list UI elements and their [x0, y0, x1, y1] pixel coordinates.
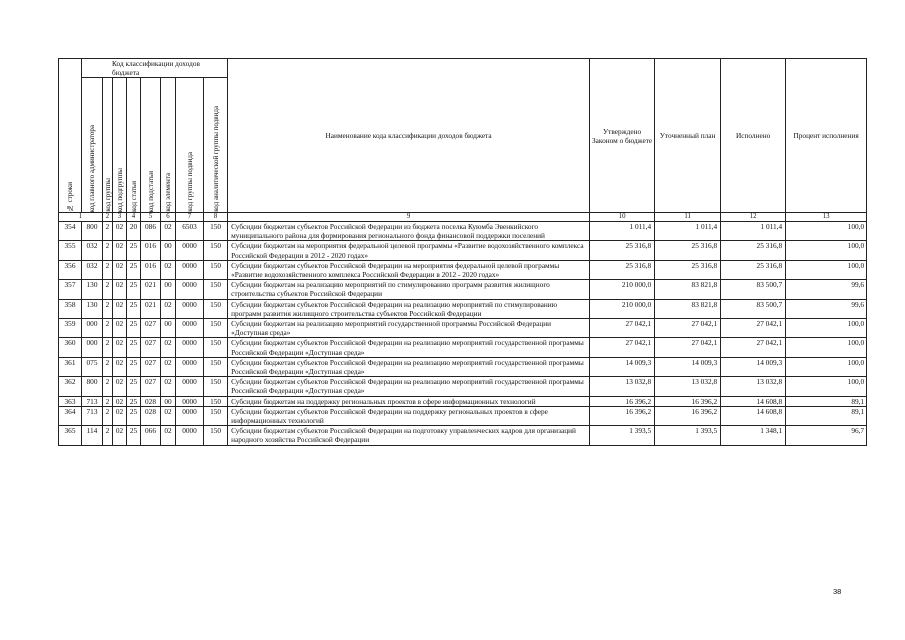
element-code: 02 — [161, 338, 176, 357]
analytic-group-code: 150 — [204, 222, 228, 241]
subtype-group-code: 0000 — [176, 260, 204, 279]
admin-code: 713 — [82, 396, 103, 406]
article-code: 25 — [127, 406, 141, 425]
executed-amount: 27 042,1 — [721, 338, 786, 357]
admin-code: 713 — [82, 406, 103, 425]
element-code: 02 — [161, 426, 176, 445]
column-number: 1 — [59, 213, 103, 222]
subarticle-code: 086 — [141, 222, 161, 241]
header-executed: Исполнено — [721, 59, 786, 213]
header-approved: Утверждено Законом о бюджете — [590, 59, 655, 213]
group-code: 2 — [103, 299, 113, 318]
element-code: 02 — [161, 222, 176, 241]
revenue-name: Субсидии бюджетам на поддержку региональных проектов в сфере информационных технологий — [228, 396, 590, 406]
analytic-group-code: 150 — [204, 260, 228, 279]
column-number: 8 — [204, 213, 228, 222]
percent-executed: 89,1 — [786, 396, 867, 406]
subarticle-code: 066 — [141, 426, 161, 445]
executed-amount: 14 009,3 — [721, 357, 786, 376]
header-subarticle: код подстатьи — [141, 78, 161, 213]
revenue-name: Субсидии бюджетам субъектов Российской Федерации на реализацию мероприятий государственной программы Российской Федерации «Доступная среда» — [228, 357, 590, 376]
revenue-name: Субсидии бюджетам на мероприятия федеральной целевой программы «Развитие водохозяйственного комплекса Российской Федерации в 2012 - 2020 годах» — [228, 241, 590, 260]
header-name: Наименование кода классификации доходов бюджета — [228, 59, 590, 213]
percent-executed: 100,0 — [786, 260, 867, 279]
subarticle-code: 021 — [141, 280, 161, 299]
column-number: 7 — [176, 213, 204, 222]
group-code: 2 — [103, 396, 113, 406]
row-number: 363 — [59, 396, 82, 406]
row-number: 355 — [59, 241, 82, 260]
table-row — [59, 299, 867, 318]
group-code: 2 — [103, 426, 113, 445]
row-number: 364 — [59, 406, 82, 425]
executed-amount: 25 316,8 — [721, 260, 786, 279]
revenue-name: Субсидии бюджетам субъектов Российской Федерации на реализацию мероприятий государственной программы Российской Федерации «Доступная среда» — [228, 338, 590, 357]
article-code: 25 — [127, 377, 141, 396]
element-code: 00 — [161, 319, 176, 338]
executed-amount: 83 500,7 — [721, 299, 786, 318]
percent-executed: 100,0 — [786, 357, 867, 376]
approved-amount: 210 000,0 — [590, 280, 655, 299]
approved-amount: 14 009,3 — [590, 357, 655, 376]
planned-amount: 1 393,5 — [655, 426, 721, 445]
executed-amount: 14 608,8 — [721, 406, 786, 425]
table-row — [59, 357, 867, 376]
analytic-group-code: 150 — [204, 319, 228, 338]
column-number: 2 — [103, 213, 113, 222]
planned-amount: 25 316,8 — [655, 241, 721, 260]
executed-amount: 14 608,8 — [721, 396, 786, 406]
admin-code: 075 — [82, 357, 103, 376]
element-code: 02 — [161, 406, 176, 425]
header-code-group: Код классификации доходов бюджета — [82, 59, 228, 78]
approved-amount: 1 011,4 — [590, 222, 655, 241]
subgroup-code: 02 — [113, 377, 127, 396]
header-group: код группы — [103, 78, 113, 213]
subgroup-code: 02 — [113, 338, 127, 357]
planned-amount: 25 316,8 — [655, 260, 721, 279]
subarticle-code: 027 — [141, 338, 161, 357]
article-code: 25 — [127, 260, 141, 279]
approved-amount: 25 316,8 — [590, 260, 655, 279]
subarticle-code: 028 — [141, 406, 161, 425]
executed-amount: 25 316,8 — [721, 241, 786, 260]
group-code: 2 — [103, 260, 113, 279]
admin-code: 000 — [82, 338, 103, 357]
percent-executed: 100,0 — [786, 377, 867, 396]
group-code: 2 — [103, 222, 113, 241]
approved-amount: 27 042,1 — [590, 319, 655, 338]
element-code: 00 — [161, 396, 176, 406]
percent-executed: 89,1 — [786, 406, 867, 425]
column-number: 5 — [141, 213, 161, 222]
subtype-group-code: 0000 — [176, 280, 204, 299]
table-row — [59, 396, 867, 406]
admin-code: 800 — [82, 222, 103, 241]
article-code: 25 — [127, 280, 141, 299]
revenue-name: Субсидии бюджетам субъектов Российской Федерации на поддержку региональных проектов в сфере информационных технологий — [228, 406, 590, 425]
subgroup-code: 02 — [113, 280, 127, 299]
article-code: 25 — [127, 319, 141, 338]
planned-amount: 27 042,1 — [655, 338, 721, 357]
subgroup-code: 02 — [113, 396, 127, 406]
column-number: 9 — [228, 213, 590, 222]
subtype-group-code: 0000 — [176, 396, 204, 406]
percent-executed: 100,0 — [786, 338, 867, 357]
table-row — [59, 241, 867, 260]
article-code: 25 — [127, 426, 141, 445]
table-row — [59, 260, 867, 279]
approved-amount: 16 396,2 — [590, 396, 655, 406]
executed-amount: 1 011,4 — [721, 222, 786, 241]
row-number: 356 — [59, 260, 82, 279]
subgroup-code: 02 — [113, 299, 127, 318]
group-code: 2 — [103, 319, 113, 338]
table-row — [59, 319, 867, 338]
group-code: 2 — [103, 377, 113, 396]
article-code: 25 — [127, 338, 141, 357]
analytic-group-code: 150 — [204, 357, 228, 376]
group-code: 2 — [103, 338, 113, 357]
column-number: 11 — [655, 213, 721, 222]
analytic-group-code: 150 — [204, 406, 228, 425]
element-code: 00 — [161, 241, 176, 260]
column-number: 13 — [786, 213, 867, 222]
subarticle-code: 027 — [141, 357, 161, 376]
element-code: 00 — [161, 280, 176, 299]
planned-amount: 1 011,4 — [655, 222, 721, 241]
approved-amount: 210 000,0 — [590, 299, 655, 318]
subarticle-code: 016 — [141, 260, 161, 279]
subgroup-code: 02 — [113, 406, 127, 425]
article-code: 25 — [127, 241, 141, 260]
page-number: 38 — [833, 587, 842, 596]
subgroup-code: 02 — [113, 319, 127, 338]
row-number: 357 — [59, 280, 82, 299]
executed-amount: 27 042,1 — [721, 319, 786, 338]
column-number: 6 — [161, 213, 176, 222]
header-element: код элемента — [161, 78, 176, 213]
approved-amount: 27 042,1 — [590, 338, 655, 357]
element-code: 02 — [161, 260, 176, 279]
approved-amount: 1 393,5 — [590, 426, 655, 445]
header-row-no: № строки — [59, 59, 82, 213]
subgroup-code: 02 — [113, 222, 127, 241]
group-code: 2 — [103, 241, 113, 260]
row-number: 362 — [59, 377, 82, 396]
row-number: 360 — [59, 338, 82, 357]
subgroup-code: 02 — [113, 260, 127, 279]
subtype-group-code: 0000 — [176, 319, 204, 338]
revenue-name: Субсидии бюджетам на реализацию мероприятий государственной программы Российской Федерации «Доступная среда» — [228, 319, 590, 338]
approved-amount: 13 032,8 — [590, 377, 655, 396]
planned-amount: 83 821,8 — [655, 280, 721, 299]
article-code: 20 — [127, 222, 141, 241]
analytic-group-code: 150 — [204, 396, 228, 406]
approved-amount: 16 396,2 — [590, 406, 655, 425]
table-row — [59, 280, 867, 299]
subtype-group-code: 0000 — [176, 357, 204, 376]
row-number: 354 — [59, 222, 82, 241]
percent-executed: 100,0 — [786, 319, 867, 338]
row-number: 361 — [59, 357, 82, 376]
admin-code: 130 — [82, 280, 103, 299]
percent-executed: 99,6 — [786, 280, 867, 299]
subtype-group-code: 0000 — [176, 426, 204, 445]
planned-amount: 13 032,8 — [655, 377, 721, 396]
planned-amount: 83 821,8 — [655, 299, 721, 318]
revenue-name: Субсидии бюджетам субъектов Российской Федерации на подготовку управленческих кадров для организаций народного хозяйства Российской Федерации — [228, 426, 590, 445]
table-row — [59, 377, 867, 396]
subtype-group-code: 0000 — [176, 377, 204, 396]
analytic-group-code: 150 — [204, 241, 228, 260]
group-code: 2 — [103, 406, 113, 425]
header-admin: код главного администратора — [82, 78, 103, 213]
header-percent: Процент исполнения — [786, 59, 867, 213]
subtype-group-code: 0000 — [176, 241, 204, 260]
planned-amount: 16 396,2 — [655, 406, 721, 425]
admin-code: 032 — [82, 260, 103, 279]
executed-amount: 1 348,1 — [721, 426, 786, 445]
admin-code: 000 — [82, 319, 103, 338]
admin-code: 032 — [82, 241, 103, 260]
subtype-group-code: 6503 — [176, 222, 204, 241]
executed-amount: 13 032,8 — [721, 377, 786, 396]
revenue-name: Субсидии бюджетам субъектов Российской Федерации на реализацию мероприятий государственной программы Российской Федерации «Доступная среда» — [228, 377, 590, 396]
subarticle-code: 027 — [141, 377, 161, 396]
analytic-group-code: 150 — [204, 280, 228, 299]
percent-executed: 99,6 — [786, 299, 867, 318]
subgroup-code: 02 — [113, 357, 127, 376]
subarticle-code: 021 — [141, 299, 161, 318]
revenue-name: Субсидии бюджетам субъектов Российской Федерации на мероприятия федеральной целевой программы «Развитие водохозяйственного комплекса Российской Федерации в 2012 - 2020 годах» — [228, 260, 590, 279]
planned-amount: 14 009,3 — [655, 357, 721, 376]
header-subgroup: код подгруппы — [113, 78, 127, 213]
article-code: 25 — [127, 357, 141, 376]
column-number: 12 — [721, 213, 786, 222]
group-code: 2 — [103, 280, 113, 299]
column-number: 3 — [113, 213, 127, 222]
budget-revenue-table — [58, 58, 867, 446]
analytic-group-code: 150 — [204, 426, 228, 445]
subgroup-code: 02 — [113, 426, 127, 445]
table-row — [59, 406, 867, 425]
row-number: 365 — [59, 426, 82, 445]
header-subtype-group: код группы подвида — [176, 78, 204, 213]
subarticle-code: 027 — [141, 319, 161, 338]
table-row — [59, 338, 867, 357]
admin-code: 130 — [82, 299, 103, 318]
table-row — [59, 426, 867, 445]
article-code: 25 — [127, 396, 141, 406]
analytic-group-code: 150 — [204, 338, 228, 357]
percent-executed: 100,0 — [786, 222, 867, 241]
column-number: 4 — [127, 213, 141, 222]
planned-amount: 27 042,1 — [655, 319, 721, 338]
admin-code: 114 — [82, 426, 103, 445]
article-code: 25 — [127, 299, 141, 318]
approved-amount: 25 316,8 — [590, 241, 655, 260]
element-code: 02 — [161, 357, 176, 376]
subtype-group-code: 0000 — [176, 406, 204, 425]
percent-executed: 96,7 — [786, 426, 867, 445]
element-code: 02 — [161, 377, 176, 396]
row-number: 358 — [59, 299, 82, 318]
analytic-group-code: 150 — [204, 299, 228, 318]
percent-executed: 100,0 — [786, 241, 867, 260]
admin-code: 800 — [82, 377, 103, 396]
analytic-group-code: 150 — [204, 377, 228, 396]
column-number: 10 — [590, 213, 655, 222]
table-row — [59, 222, 867, 241]
subgroup-code: 02 — [113, 241, 127, 260]
subarticle-code: 028 — [141, 396, 161, 406]
header-planned: Уточненный план — [655, 59, 721, 213]
revenue-name: Субсидии бюджетам субъектов Российской Федерации на реализацию мероприятий по стимулированию программ развития жилищного строительства субъектов Российской Федерации — [228, 299, 590, 318]
header-article: код статьи — [127, 78, 141, 213]
planned-amount: 16 396,2 — [655, 396, 721, 406]
revenue-name: Субсидии бюджетам на реализацию мероприятий по стимулированию программ развития жилищного строительства субъектов Российской Федерации — [228, 280, 590, 299]
header-analytic-group: код аналитической группы подвида — [204, 78, 228, 213]
subtype-group-code: 0000 — [176, 299, 204, 318]
group-code: 2 — [103, 357, 113, 376]
subtype-group-code: 0000 — [176, 338, 204, 357]
row-number: 359 — [59, 319, 82, 338]
subarticle-code: 016 — [141, 241, 161, 260]
executed-amount: 83 500,7 — [721, 280, 786, 299]
revenue-name: Субсидии бюджетам субъектов Российской Федерации из бюджета поселка Куюмба Эвенкийского муниципального района для формирования регионального фонда финансовой поддержки поселений — [228, 222, 590, 241]
element-code: 02 — [161, 299, 176, 318]
column-number-row — [59, 213, 867, 222]
